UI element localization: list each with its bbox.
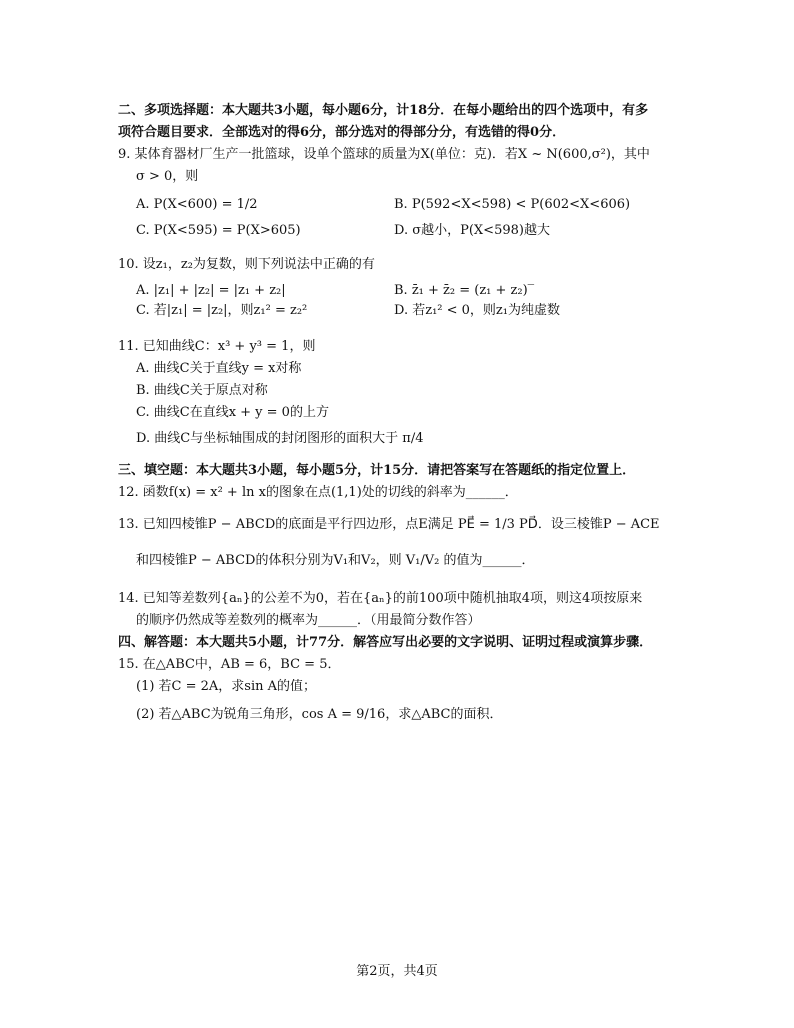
q15-stem: 15. 在△ABC中，AB = 6，BC = 5． [118,657,341,672]
q10-stem: 10. 设z₁，z₂为复数，则下列说法中正确的有 [118,257,375,272]
q9-option-d: D. σ越小，P(X<598)越大 [394,223,550,238]
q12-stem: 12. 函数f(x) = x² + ln x的图象在点(1,1)处的切线的斜率为______． [118,485,518,500]
q9-option-c: C. P(X<595) = P(X>605) [136,223,301,238]
q9-option-b: B. P(592<X<598) < P(602<X<606) [394,197,631,212]
q13-stem-line1: 13. 已知四棱锥P − ABCD的底面是平行四边形，点E满足 PE⃗ = 1/3 PD⃗．设三棱锥P − ACE [118,517,660,532]
section2-heading-line1: 二、多项选择题：本大题共3小题，每小题6分，计18分．在每小题给出的四个选项中，有多 [118,103,649,118]
q15-part2: (2) 若△ABC为锐角三角形，cos A = 9/16，求△ABC的面积． [136,707,503,722]
q9-option-a: A. P(X<600) = 1/2 [136,197,258,212]
q10-option-c: C. 若|z₁| = |z₂|，则z₁² = z₂² [136,303,308,318]
q14-stem-line1: 14. 已知等差数列{aₙ}的公差不为0，若在{aₙ}的前100项中随机抽取4项，则这4项按原来 [118,591,643,606]
q13-stem-line2: 和四棱锥P − ABCD的体积分别为V₁和V₂，则 V₁/V₂ 的值为______． [136,553,535,568]
q11-stem: 11. 已知曲线C：x³ + y³ = 1，则 [118,339,316,354]
q11-option-a: A. 曲线C关于直线y = x对称 [136,361,302,376]
section4-heading: 四、解答题：本大题共5小题，计77分．解答应写出必要的文字说明、证明过程或演算步骤． [118,635,653,650]
q14-stem-line2: 的顺序仍然成等差数列的概率为______．（用最简分数作答） [136,613,481,628]
page-footer: 第2页，共4页 [356,964,438,979]
q9-stem-line1: 9. 某体育器材厂生产一批篮球，设单个篮球的质量为X(单位：克)．若X ~ N(600,σ²)，其中 [118,147,650,162]
section2-heading-line2: 项符合题目要求．全部选对的得6分，部分选对的得部分分，有选错的得0分． [118,125,566,140]
q11-option-c: C. 曲线C在直线x + y = 0的上方 [136,405,329,420]
q9-stem-line2: σ > 0，则 [136,169,199,184]
q10-option-d: D. 若z₁² < 0，则z₁为纯虚数 [394,303,560,318]
q11-option-d: D. 曲线C与坐标轴围成的封闭图形的面积大于 π/4 [136,431,424,446]
q10-option-b: B. z̄₁ + z̄₂ = (z₁ + z₂)‾ [394,283,535,298]
q11-option-b: B. 曲线C关于原点对称 [136,383,268,398]
q10-option-a: A. |z₁| + |z₂| = |z₁ + z₂| [136,283,286,298]
q15-part1: (1) 若C = 2A，求sin A的值； [136,679,317,694]
section3-heading: 三、填空题：本大题共3小题，每小题5分，计15分．请把答案写在答题纸的指定位置上． [118,463,636,478]
